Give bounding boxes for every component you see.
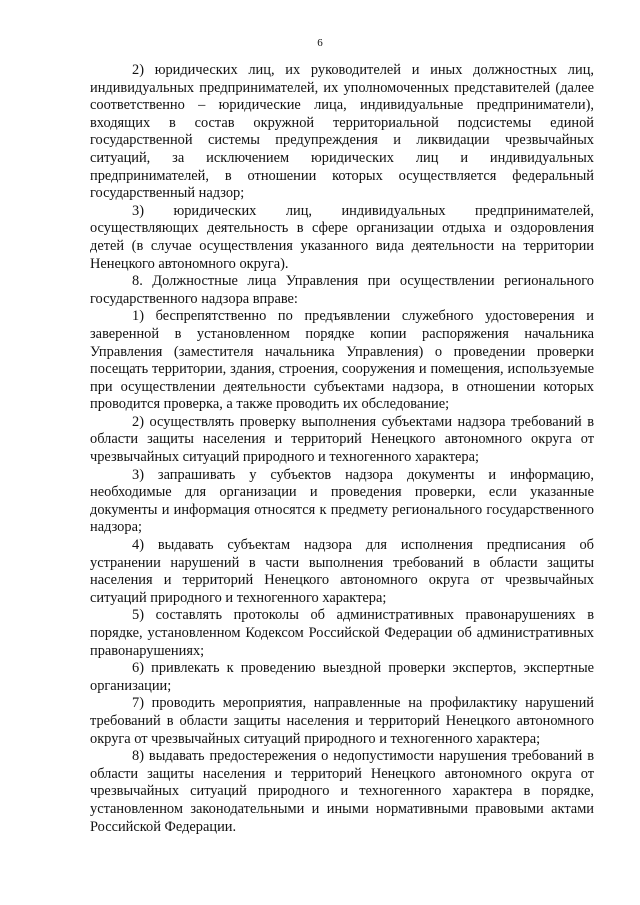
paragraph-right-4-issue-orders: 4) выдавать субъектам надзора для исполнения предписания об устранении нарушений в части выполнения требований в области защиты населения и территорий Ненецкого автономного округа от чрезвычайных ситуаций природного и техногенного характера; (90, 537, 594, 606)
paragraph-section-8-officials-rights: 8. Должностные лица Управления при осуществлении регионального государственного надзора вправе: (90, 273, 594, 307)
paragraph-right-1-inspection-access: 1) беспрепятственно по предъявлении служебного удостоверения и заверенной в установленном порядке копии распоряжения начальника Управления (заместителя начальника Управления) о проведении проверки посещать территории, здания, строения, сооружения и помещения, используемые при осуществлении деятельности субъектами надзора, в отношении которых проводится проверка, а также проводить их обследование; (90, 308, 594, 413)
page-number: 6 (317, 37, 323, 49)
paragraph-right-5-protocols: 5) составлять протоколы об административных правонарушениях в порядке, установленном Кодексом Российской Федерации об административных правонарушениях; (90, 607, 594, 659)
document-body (90, 62, 594, 836)
paragraph-item-3-child-recreation: 3) юридических лиц, индивидуальных предпринимателей, осуществляющих деятельность в сфере организации отдыха и оздоровления детей (в случае осуществления указанного вида деятельности на территории Ненецкого автономного округа). (90, 202, 594, 272)
paragraph-right-2-compliance-check: 2) осуществлять проверку выполнения субъектами надзора требований в области защиты населения и территорий Ненецкого автономного округа от чрезвычайных ситуаций природного и техногенного характера; (90, 413, 594, 466)
paragraph-right-7-prevention: 7) проводить мероприятия, направленные на профилактику нарушений требований в области защиты населения и территорий Ненецкого автономного округа от чрезвычайных ситуаций природного и техногенного характера; (90, 695, 594, 747)
paragraph-right-8-warnings: 8) выдавать предостережения о недопустимости нарушения требований в области защиты населения и территорий Ненецкого автономного округа от чрезвычайных ситуаций природного и техногенного характера в порядке, установленном законодательными и иными нормативными правовыми актами Российской Федерации. (90, 748, 594, 835)
paragraph-right-6-experts: 6) привлекать к проведению выездной проверки экспертов, экспертные организации; (90, 660, 594, 694)
paragraph-item-2-legal-entities: 2) юридических лиц, их руководителей и иных должностных лиц, индивидуальных предпринимателей, их уполномоченных представителей (далее соответственно – юридические лица, индивидуальные предприниматели), входящих в состав окружной территориальной подсистемы единой государственной системы предупреждения и ликвидации чрезвычайных ситуаций, за исключением юридических лиц и индивидуальных предпринимателей, в отношении которых осуществляется федеральный государственный надзор; (90, 62, 594, 202)
paragraph-right-3-request-documents: 3) запрашивать у субъектов надзора документы и информацию, необходимые для организации и проведения проверки, если указанные документы и информация относятся к предмету регионального государственного надзора; (90, 466, 594, 536)
